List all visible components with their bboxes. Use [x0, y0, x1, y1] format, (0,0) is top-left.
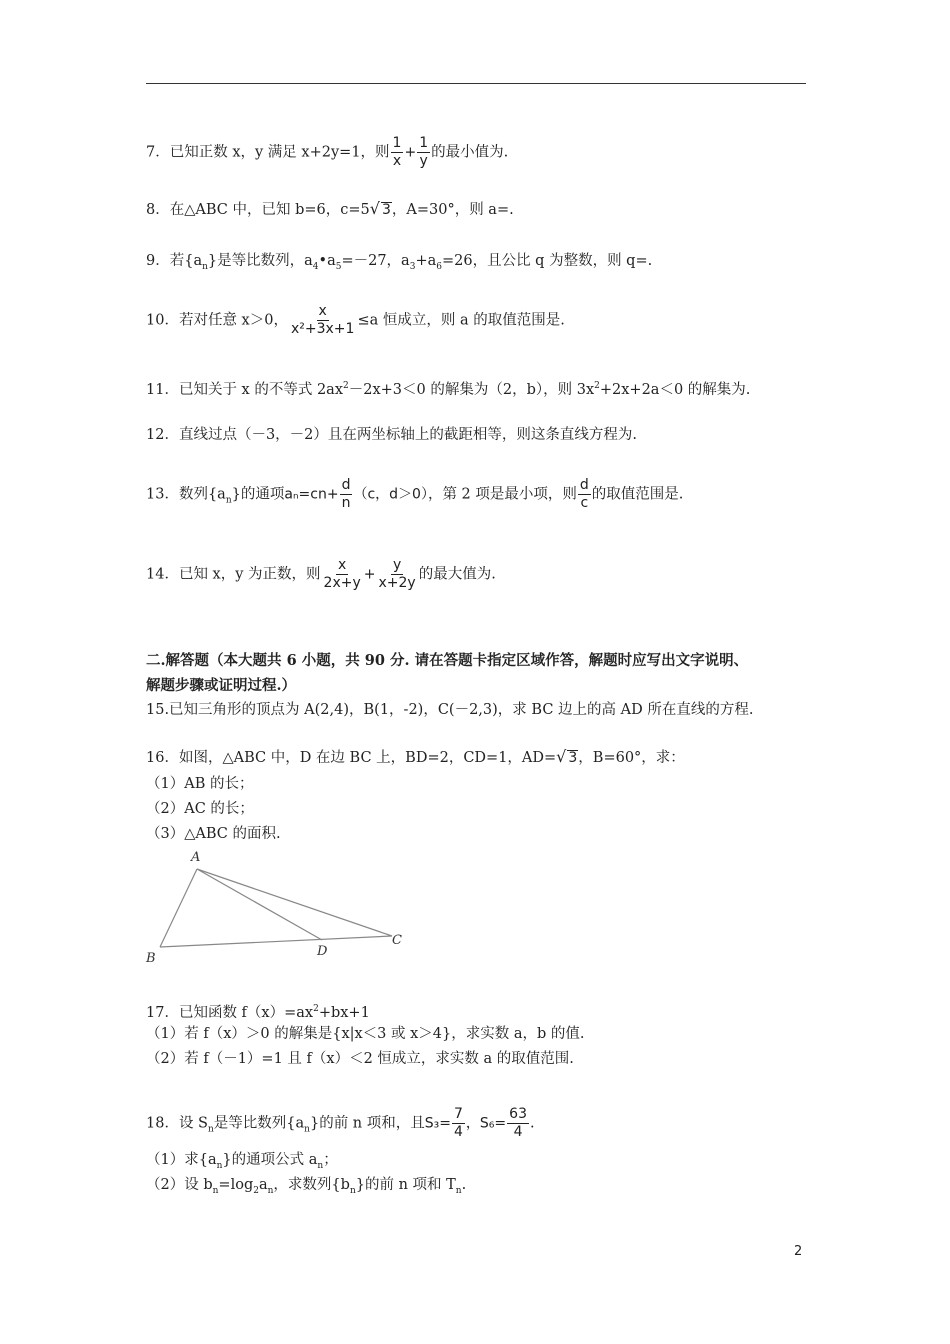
- question-11: 11．已知关于 x 的不等式 $2ax^2-2x+3<0$ 的解集为（2，b），则 $3x^2+2x+2a<0$ 的解集为.: [146, 381, 751, 398]
- question-16-part-1: （1）AB 的长；: [146, 776, 254, 792]
- fraction-x-over-quadratic: $\frac{x}{\text{x²+3x+1}}$: [290, 303, 355, 337]
- question-7: 7．已知正数 x，y 满足 x+2y=1，则 $\frac{1}{x}$ + $\frac{1}{y}$ 的最小值为.: [146, 135, 509, 169]
- question-10: 10．若对任意 x＞0， $\frac{x}{\text{x²+3x+1}}$ ≤a 恒成立，则 a 的取值范围是.: [146, 303, 565, 337]
- question-17-part-1: （1）若 f（x）＞0 的解集是{x|x＜3 或 x＞4}，求实数 a，b 的值.: [146, 1026, 585, 1042]
- question-15: 15.已知三角形的顶点为 A(2,4)，B(1，-2)，C(－2,3)，求 BC 边上的高 AD 所在直线的方程.: [146, 702, 754, 718]
- fraction-y-over-x-plus-2y: $\frac{y}{x+2y}$: [378, 557, 416, 591]
- question-12: 12．直线过点（－3，－2）且在两坐标轴上的截距相等，则这条直线方程为.: [146, 427, 638, 443]
- sqrt-sign: √: [556, 747, 567, 766]
- question-16-part-3: （3）△ABC 的面积.: [146, 826, 281, 842]
- side-bc: [160, 936, 392, 947]
- section-2-heading-cont: 解题步骤或证明过程.）: [146, 677, 297, 694]
- sqrt-sign: √: [369, 199, 380, 218]
- question-9: 9．若$\{a_n\}$是等比数列，$a_4•a_5=-27$，$a_3+a_6=26$，且公比 q 为整数，则 q=.: [146, 253, 653, 272]
- fraction-d-over-n: $\frac{d}{n}$: [341, 477, 351, 511]
- question-16: 16．如图，△ABC 中，D 在边 BC 上，BD=2，CD=1，AD=√ 3，B=60°，求：: [146, 747, 685, 766]
- vertex-label-d: D: [317, 944, 328, 959]
- section-2-heading: 二.解答题（本大题共 6 小题，共 90 分. 请在答题卡指定区域作答，解题时应写出文字说明、: [146, 652, 749, 669]
- question-18-part-1: （1）求$\{a_n\}$的通项公式 $a_n$；: [146, 1152, 338, 1171]
- question-18: 18．设 $S_n$是等比数列$\{a_n\}$的前 n 项和，且S₃= $\frac{7}{4}$ ，S₆= $\frac{63}{4}$ .: [146, 1106, 535, 1140]
- question-13: 13．数列$\{a_n\}$的通项aₙ=cn+ $\frac{d}{n}$ （c，d＞0），第 2 项是最小项，则 $\frac{d}{c}$ 的取值范围是.: [146, 477, 684, 511]
- segment-ad: [197, 869, 322, 940]
- fraction-1-over-y: $\frac{1}{y}$: [419, 135, 429, 169]
- question-16-part-2: （2）AC 的长；: [146, 801, 254, 817]
- header-rule: [146, 83, 806, 84]
- side-ab: [160, 869, 197, 947]
- question-17: 17．已知函数 $f(x)=ax^2+bx+1$: [146, 1004, 370, 1021]
- fraction-d-over-c: $\frac{d}{c}$: [579, 477, 589, 511]
- vertex-label-b: B: [146, 951, 156, 966]
- question-8: 8．在△ABC 中，已知 b=6，c=5√ 3，A=30°，则 a=.: [146, 199, 514, 218]
- fraction-x-over-2x-plus-y: $\frac{x}{2x+y}$: [323, 557, 361, 591]
- vertex-label-c: C: [392, 933, 402, 948]
- side-ac: [197, 869, 392, 936]
- vertex-label-a: A: [191, 850, 201, 865]
- fraction-7-over-4: $\frac{7}{4}$: [454, 1106, 463, 1140]
- fraction-1-over-x: $\frac{1}{x}$: [392, 135, 402, 169]
- fraction-63-over-4: $\frac{63}{4}$: [509, 1106, 527, 1140]
- question-17-part-2: （2）若 f（－1）=1 且 f（x）＜2 恒成立，求实数 a 的取值范围.: [146, 1051, 574, 1067]
- triangle-figure: [140, 845, 420, 970]
- question-18-part-2: （2）设 $b_n=\log_2a_n$，求数列$\{b_n\}$的前 n 项和 $T_n$.: [146, 1177, 467, 1196]
- page-number: 2: [794, 1244, 803, 1259]
- question-14: 14．已知 x，y 为正数，则 $\frac{x}{2x+y}$ + $\frac{y}{x+2y}$ 的最大值为.: [146, 557, 496, 591]
